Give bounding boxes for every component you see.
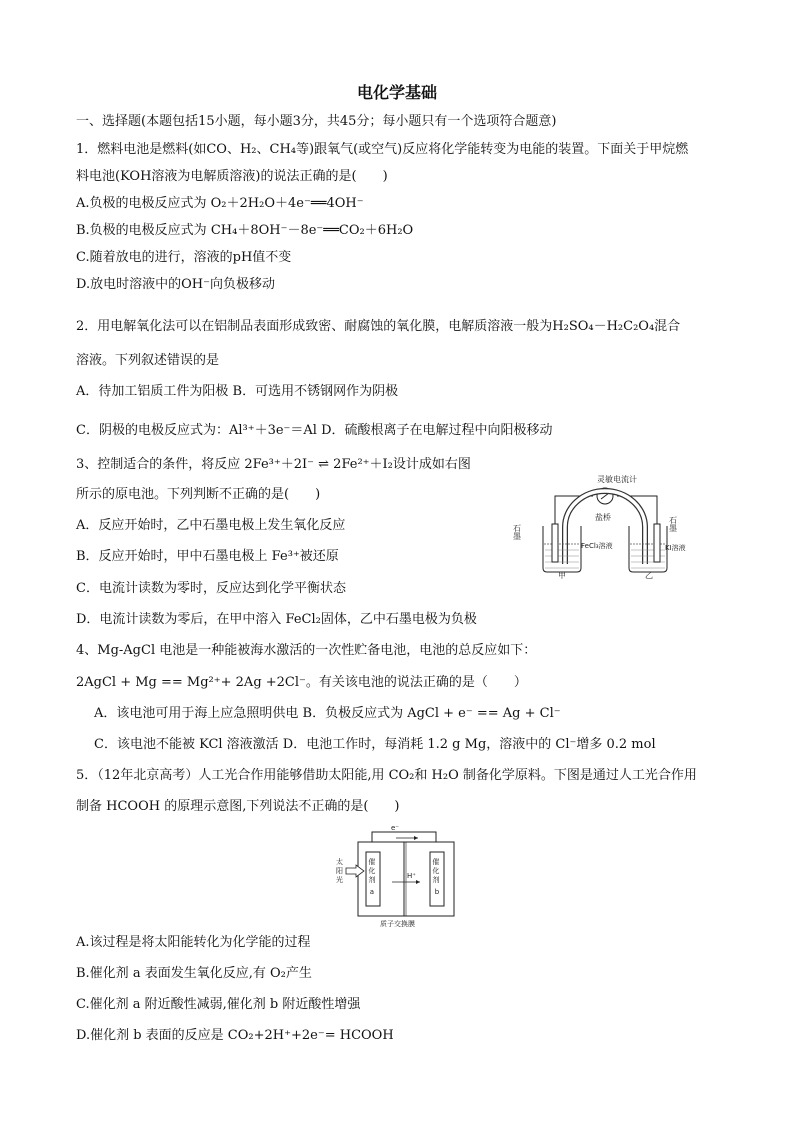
- q3-option-a: A．反应开始时，乙中石墨电极上发生氧化反应: [76, 518, 346, 533]
- galvanometer-label: 灵敏电流计: [597, 475, 637, 484]
- q2-options-ab: A．待加工铝质工件为阳极 B．可选用不锈钢网作为阴极: [76, 384, 399, 399]
- q1-stem-line1: 1．燃料电池是燃料(如CO、H₂、CH₄等)跟氧气(或空气)反应将化学能转变为电能的装置。下面关于甲烷燃: [76, 142, 689, 157]
- right-electrode-label: 石墨: [668, 516, 678, 532]
- q1-option-a: A.负极的电极反应式为 O₂＋2H₂O＋4e⁻══4OH⁻: [76, 196, 364, 211]
- salt-bridge-label: 盐桥: [595, 513, 611, 522]
- q2-stem-line2: 溶液。下列叙述错误的是: [76, 353, 220, 368]
- left-electrode-label: 石墨: [512, 524, 522, 540]
- membrane-label: 质子交换膜: [380, 920, 415, 928]
- svg-text:催 化 剂 a 催: 催 化 剂 a 催 化 剂 b: [368, 858, 440, 896]
- q5-stem-line1: 5．（12年北京高考）人工光合作用能够借助太阳能,用 CO₂和 H₂O 制备化学原料。下图是通过人工光合作用: [76, 768, 697, 783]
- q5-option-a: A.该过程是将太阳能转化为化学能的过程: [76, 935, 311, 950]
- q1-stem-line2: 料电池(KOH溶液为电解质溶液)的说法正确的是( ): [76, 169, 388, 184]
- galvanic-cell-diagram: [512, 472, 700, 580]
- proton-label: H⁺: [407, 872, 416, 880]
- q4-options-ab: A．该电池可用于海上应急照明供电 B．负极反应式为 AgCl + e⁻ == Ag + Cl⁻: [94, 706, 561, 721]
- q3-option-b: B．反应开始时，甲中石墨电极上 Fe³⁺被还原: [76, 549, 339, 564]
- q5-option-b: B.催化剂 a 表面发生氧化反应,有 O₂产生: [76, 966, 312, 981]
- q4-stem-line1: 4、Mg-AgCl 电池是一种能被海水激活的一次性贮备电池，电池的总反应如下：: [76, 643, 537, 658]
- svg-text:太 阳 光: 太 阳 光: [336, 858, 343, 884]
- photosynthesis-cell-diagram: [334, 822, 474, 930]
- q1-option-d: D.放电时溶液中的OH⁻向负极移动: [76, 277, 275, 292]
- right-graphite-electrode: [654, 524, 660, 562]
- q5-option-c: C.催化剂 a 附近酸性减弱,催化剂 b 附近酸性增强: [76, 997, 361, 1012]
- q4-stem-line2: 2AgCl + Mg == Mg²⁺+ 2Ag +2Cl⁻。有关该电池的说法正确的是（ ）: [76, 675, 527, 690]
- right-solution-label: KI溶液: [665, 544, 686, 552]
- electron-label: e⁻: [391, 824, 400, 832]
- q3-option-c: C．电流计读数为零时，反应达到化学平衡状态: [76, 581, 346, 596]
- right-beaker-label: 乙: [645, 571, 653, 580]
- q2-options-cd: C．阴极的电极反应式为：Al³⁺＋3e⁻＝Al D．硫酸根离子在电解过程中向阳极移动: [76, 423, 553, 438]
- q4-options-cd: C．该电池不能被 KCl 溶液激活 D．电池工作时，每消耗 1.2 g Mg，溶液中的 Cl⁻增多 0.2 mol: [94, 737, 656, 752]
- page-title: 电化学基础: [356, 83, 437, 102]
- q1-option-b: B.负极的电极反应式为 CH₄＋8OH⁻－8e⁻══CO₂＋6H₂O: [76, 223, 414, 238]
- section-heading: 一、选择题(本题包括15小题，每小题3分，共45分；每小题只有一个选项符合题意): [76, 114, 557, 129]
- q3-stem-line1: 3、控制适合的条件，将反应 2Fe³⁺＋2I⁻ ⇌ 2Fe²⁺＋I₂设计成如右图: [76, 457, 471, 472]
- q3-stem-line2: 所示的原电池。下列判断不正确的是( ): [76, 487, 321, 502]
- left-graphite-electrode: [552, 524, 558, 562]
- left-beaker-label: 甲: [558, 571, 566, 580]
- q2-stem-line1: 2．用电解氧化法可以在铝制品表面形成致密、耐腐蚀的氧化膜，电解质溶液一般为H₂SO₄－H₂C₂O₄混合: [76, 319, 681, 334]
- q5-stem-line2: 制备 HCOOH 的原理示意图,下列说法不正确的是( ): [76, 799, 400, 814]
- q1-option-c: C.随着放电的进行，溶液的pH值不变: [76, 250, 292, 265]
- left-solution-label: FeCl₃溶液: [581, 542, 613, 550]
- q5-option-d: D.催化剂 b 表面的反应是 CO₂+2H⁺+2e⁻= HCOOH: [76, 1028, 394, 1043]
- q3-option-d: D．电流计读数为零后，在甲中溶入 FeCl₂固体，乙中石墨电极为负极: [76, 612, 477, 627]
